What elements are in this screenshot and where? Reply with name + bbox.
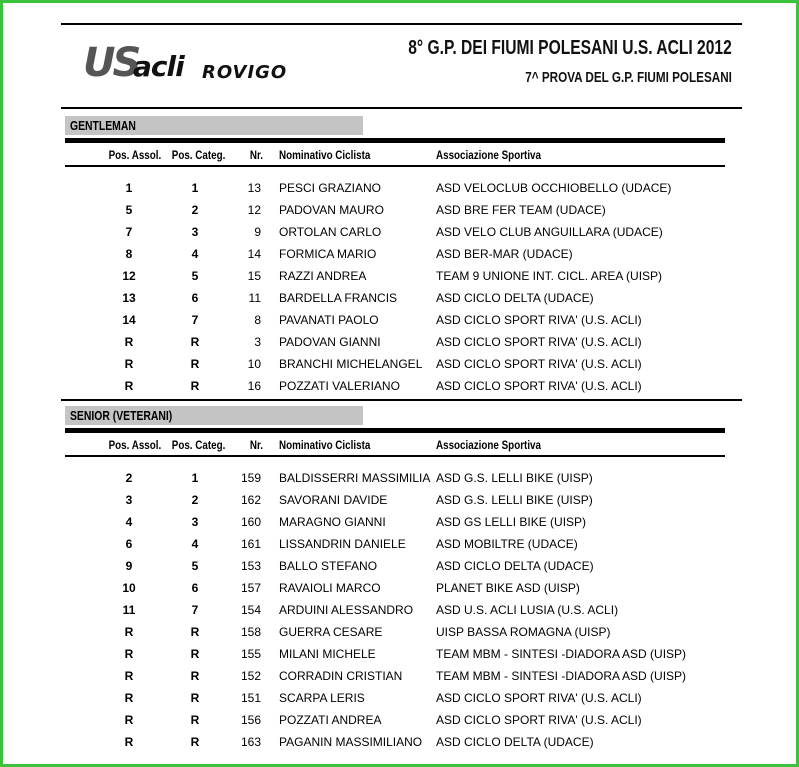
rider-name-cell: LISSANDRIN DANIELE [279, 537, 406, 551]
pos-assol-cell: 13 [122, 291, 136, 305]
association-cell: TEAM MBM - SINTESI -DIADORA ASD (UISP) [436, 647, 687, 661]
table-row [63, 246, 727, 268]
bib-number-cell: 14 [247, 247, 261, 261]
table-row [63, 290, 727, 312]
table-row [63, 378, 727, 400]
table-row [63, 624, 727, 646]
pos-assol-cell: 9 [125, 559, 133, 573]
rider-name-cell: SCARPA LERIS [279, 691, 365, 705]
table-header-rule [65, 165, 725, 167]
pos-assol-cell: R [124, 357, 134, 371]
table-header-rule [65, 455, 725, 457]
table-row [63, 334, 727, 356]
bib-number-cell: 152 [240, 669, 261, 683]
col-associazione: Associazione Sportiva [436, 438, 541, 452]
table-row [63, 712, 727, 734]
association-cell: ASD CICLO SPORT RIVA' (U.S. ACLI) [436, 357, 642, 371]
pos-categ-cell: 1 [191, 181, 199, 195]
bib-number-cell: 159 [240, 471, 261, 485]
bib-number-cell: 162 [240, 493, 261, 507]
bib-number-cell: 3 [254, 335, 261, 349]
bib-number-cell: 161 [240, 537, 261, 551]
rider-name-cell: GUERRA CESARE [279, 625, 383, 639]
bib-number-cell: 153 [240, 559, 261, 573]
col-pos-assol: Pos. Assol. [108, 148, 161, 162]
table-row [63, 268, 727, 290]
association-cell: ASD CICLO SPORT RIVA' (U.S. ACLI) [436, 335, 642, 349]
top-rule [61, 23, 742, 25]
category-bar [65, 116, 363, 135]
bib-number-cell: 158 [240, 625, 261, 639]
pos-assol-cell: 6 [125, 537, 133, 551]
pos-assol-cell: R [124, 735, 134, 749]
us-acli-logo [81, 38, 187, 84]
table-top-rule [65, 138, 725, 143]
pos-assol-cell: 11 [122, 603, 136, 617]
bib-number-cell: 8 [254, 313, 261, 327]
svg-text:acli: acli [133, 50, 184, 83]
table-row [63, 470, 727, 492]
association-cell: ASD VELO CLUB ANGUILLARA (UDACE) [436, 225, 663, 239]
rider-name-cell: POZZATI VALERIANO [279, 379, 400, 393]
pos-assol-cell: R [124, 647, 134, 661]
event-subtitle: 7^ PROVA DEL G.P. FIUMI POLESANI [525, 69, 732, 86]
table-row [63, 580, 727, 602]
pos-categ-cell: 2 [191, 203, 199, 217]
bib-number-cell: 151 [240, 691, 261, 705]
table-row [63, 202, 727, 224]
pos-assol-cell: R [124, 379, 134, 393]
association-cell: ASD BER-MAR (UDACE) [436, 247, 573, 261]
pos-assol-cell: 2 [125, 471, 133, 485]
association-cell: ASD CICLO DELTA (UDACE) [436, 559, 594, 573]
pos-categ-cell: 6 [191, 291, 199, 305]
rider-name-cell: PAVANATI PAOLO [279, 313, 379, 327]
section-senior [63, 406, 727, 756]
bib-number-cell: 10 [247, 357, 261, 371]
pos-categ-cell: 7 [191, 313, 199, 327]
rider-name-cell: RAVAIOLI MARCO [279, 581, 381, 595]
pos-assol-cell: R [124, 713, 134, 727]
section-separator [61, 399, 742, 401]
association-cell: ASD MOBILTRE (UDACE) [436, 537, 578, 551]
table-row [63, 558, 727, 580]
table-row [63, 180, 727, 202]
association-cell: ASD CICLO SPORT RIVA' (U.S. ACLI) [436, 691, 642, 705]
pos-categ-cell: R [190, 647, 200, 661]
rider-name-cell: PADOVAN GIANNI [279, 335, 381, 349]
rider-name-cell: ORTOLAN CARLO [279, 225, 382, 239]
table-row [63, 492, 727, 514]
pos-categ-cell: R [190, 357, 200, 371]
pos-categ-cell: 5 [191, 559, 199, 573]
pos-categ-cell: R [190, 713, 200, 727]
pos-categ-cell: 4 [191, 537, 199, 551]
table-row [63, 602, 727, 624]
pos-categ-cell: 2 [191, 493, 199, 507]
pos-assol-cell: 5 [125, 203, 133, 217]
col-pos-assol: Pos. Assol. [108, 438, 161, 452]
rider-name-cell: PAGANIN MASSIMILIANO [279, 735, 423, 749]
pos-categ-cell: R [190, 691, 200, 705]
pos-categ-cell: 4 [191, 247, 199, 261]
pos-assol-cell: 8 [125, 247, 133, 261]
bib-number-cell: 155 [240, 647, 261, 661]
rider-name-cell: MARAGNO GIANNI [279, 515, 386, 529]
pos-assol-cell: R [124, 335, 134, 349]
association-cell: ASD VELOCLUB OCCHIOBELLO (UDACE) [436, 181, 672, 195]
pos-assol-cell: 1 [125, 181, 133, 195]
category-label: GENTLEMAN [70, 118, 136, 133]
col-pos-categ: Pos. Categ. [171, 148, 225, 162]
pos-assol-cell: R [124, 669, 134, 683]
pos-categ-cell: 1 [191, 471, 199, 485]
rider-name-cell: BALDISSERRI MASSIMILIA [279, 471, 431, 485]
association-cell: ASD CICLO DELTA (UDACE) [436, 735, 594, 749]
rider-name-cell: PADOVAN MAURO [279, 203, 384, 217]
association-cell: PLANET BIKE ASD (UISP) [436, 581, 580, 595]
table-row [63, 356, 727, 378]
bib-number-cell: 15 [247, 269, 261, 283]
col-nr: Nr. [249, 148, 263, 162]
rider-name-cell: BARDELLA FRANCIS [279, 291, 398, 305]
bib-number-cell: 163 [240, 735, 261, 749]
association-cell: TEAM 9 UNIONE INT. CICL. AREA (UISP) [436, 269, 663, 283]
rider-name-cell: ARDUINI ALESSANDRO [279, 603, 414, 617]
bib-number-cell: 12 [247, 203, 261, 217]
bib-number-cell: 9 [254, 225, 261, 239]
rider-name-cell: RAZZI ANDREA [279, 269, 367, 283]
association-cell: UISP BASSA ROMAGNA (UISP) [436, 625, 611, 639]
header-rule [61, 107, 742, 109]
col-associazione: Associazione Sportiva [436, 148, 541, 162]
table-top-rule [65, 428, 725, 433]
pos-categ-cell: R [190, 335, 200, 349]
rider-name-cell: SAVORANI DAVIDE [279, 493, 388, 507]
rider-name-cell: MILANI MICHELE [279, 647, 376, 661]
pos-categ-cell: 6 [191, 581, 199, 595]
pos-categ-cell: 3 [191, 225, 199, 239]
pos-assol-cell: 4 [125, 515, 133, 529]
table-row [63, 514, 727, 536]
association-cell: ASD BRE FER TEAM (UDACE) [436, 203, 606, 217]
association-cell: ASD G.S. LELLI BIKE (UISP) [436, 493, 593, 507]
pos-assol-cell: 12 [122, 269, 136, 283]
association-cell: ASD CICLO SPORT RIVA' (U.S. ACLI) [436, 713, 642, 727]
pos-categ-cell: R [190, 669, 200, 683]
rider-name-cell: BRANCHI MICHELANGEL [279, 357, 423, 371]
rider-name-cell: PESCI GRAZIANO [279, 181, 382, 195]
col-nr: Nr. [249, 438, 263, 452]
pos-categ-cell: 7 [191, 603, 199, 617]
association-cell: ASD U.S. ACLI LUSIA (U.S. ACLI) [436, 603, 619, 617]
table-row [63, 690, 727, 712]
svg-text:US: US [83, 40, 139, 84]
association-cell: ASD GS LELLI BIKE (UISP) [436, 515, 587, 529]
table-row [63, 668, 727, 690]
pos-assol-cell: R [124, 691, 134, 705]
category-bar [65, 406, 363, 425]
table-row [63, 734, 727, 756]
pos-categ-cell: 3 [191, 515, 199, 529]
col-pos-categ: Pos. Categ. [171, 438, 225, 452]
rider-name-cell: POZZATI ANDREA [279, 713, 382, 727]
col-nominativo: Nominativo Ciclista [279, 438, 371, 452]
pos-assol-cell: 7 [125, 225, 133, 239]
city-label: ROVIGO [202, 62, 288, 83]
association-cell: ASD CICLO DELTA (UDACE) [436, 291, 594, 305]
pos-assol-cell: 10 [122, 581, 136, 595]
pos-categ-cell: 5 [191, 269, 199, 283]
pos-assol-cell: 3 [125, 493, 133, 507]
rider-name-cell: CORRADIN CRISTIAN [279, 669, 403, 683]
association-cell: ASD G.S. LELLI BIKE (UISP) [436, 471, 593, 485]
pos-categ-cell: R [190, 379, 200, 393]
pos-assol-cell: 14 [122, 313, 136, 327]
bib-number-cell: 11 [248, 291, 261, 305]
table-row [63, 646, 727, 668]
event-title: 8° G.P. DEI FIUMI POLESANI U.S. ACLI 2012 [408, 37, 732, 59]
association-cell: ASD CICLO SPORT RIVA' (U.S. ACLI) [436, 379, 642, 393]
association-cell: TEAM MBM - SINTESI -DIADORA ASD (UISP) [436, 669, 687, 683]
pos-categ-cell: R [190, 735, 200, 749]
results-document [3, 3, 796, 764]
bib-number-cell: 13 [247, 181, 261, 195]
category-label: SENIOR (VETERANI) [70, 408, 173, 423]
bib-number-cell: 154 [240, 603, 261, 617]
pos-categ-cell: R [190, 625, 200, 639]
rider-name-cell: FORMICA MARIO [279, 247, 377, 261]
pos-assol-cell: R [124, 625, 134, 639]
col-nominativo: Nominativo Ciclista [279, 148, 371, 162]
table-row [63, 312, 727, 334]
section-gentleman [63, 116, 727, 396]
bib-number-cell: 16 [247, 379, 261, 393]
rider-name-cell: BALLO STEFANO [279, 559, 378, 573]
table-row [63, 224, 727, 246]
bib-number-cell: 156 [240, 713, 261, 727]
bib-number-cell: 157 [240, 581, 261, 595]
association-cell: ASD CICLO SPORT RIVA' (U.S. ACLI) [436, 313, 642, 327]
bib-number-cell: 160 [240, 515, 261, 529]
table-row [63, 536, 727, 558]
